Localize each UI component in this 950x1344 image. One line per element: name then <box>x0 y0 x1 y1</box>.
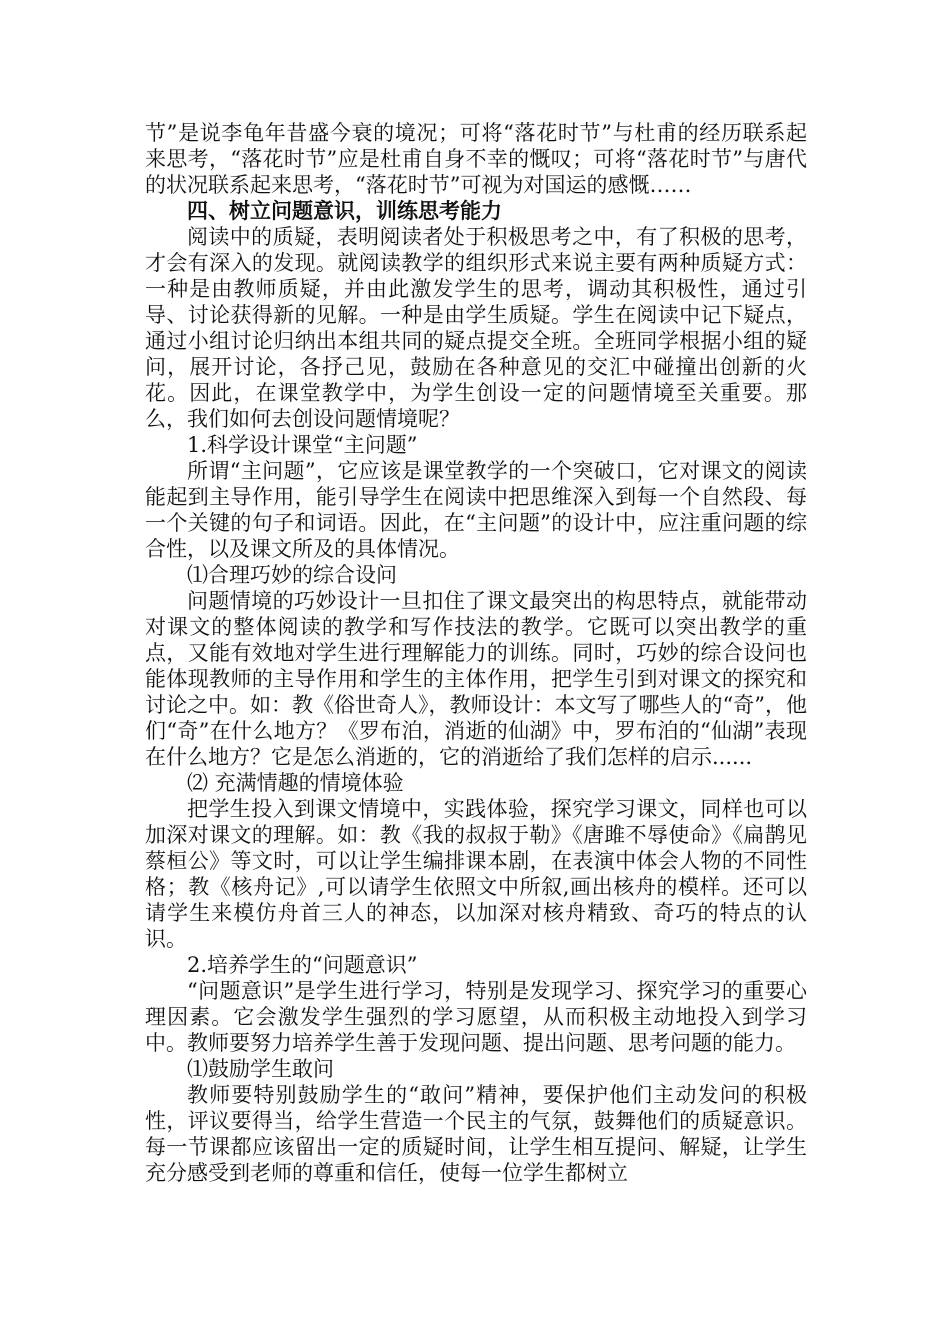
document-page <box>145 120 807 1186</box>
paragraph: 所谓“主问题”，它应该是课堂教学的一个突破口，它对课文的阅读能起到主导作用，能引导学生在阅读中把思维深入到每一个自然段、每一个关键的句子和词语。因此，在“主问题”的设计中，应注重问题的综合性，以及课文所及的具体情况。 <box>145 459 807 561</box>
subheading: ⑴鼓励学生敢问 <box>187 1057 334 1081</box>
paragraph: 阅读中的质疑，表明阅读者处于积极思考之中，有了积极的思考，才会有深入的发现。就阅读教学的组织形式来说主要有两种质疑方式：一种是由教师质疑，并由此激发学生的思考，调动其积极性，通过引导、讨论获得新的见解。一种是由学生质疑。学生在阅读中记下疑点，通过小组讨论归纳出本组共同的疑点提交全班。全班同学根据小组的疑问，展开讨论，各抒己见，鼓励在各种意见的交汇中碰撞出创新的火花。因此，在课堂教学中，为学生创设一定的问题情境至关重要。那么，我们如何去创设问题情境呢？ <box>145 225 807 431</box>
section-heading: 四、树立问题意识，训练思考能力 <box>187 198 502 223</box>
paragraph-continued: 节”是说李龟年昔盛今衰的境况；可将“落花时节”与杜甫的经历联系起来思考，“落花时节”应是杜甫自身不幸的慨叹；可将“落花时节”与唐代的状况联系起来思考，“落花时节”可视为对国运的感慨…… <box>145 121 807 197</box>
subheading: 2.培养学生的“问题意识” <box>187 953 418 977</box>
paragraph: “问题意识”是学生进行学习，特别是发现学习、探究学习的重要心理因素。它会激发学生强烈的学习愿望，从而积极主动地投入到学习中。教师要努力培养学生善于发现问题、提出问题、思考问题的能力。 <box>145 979 807 1055</box>
paragraph: 问题情境的巧妙设计一旦扣住了课文最突出的构思特点，就能带动对课文的整体阅读的教学和写作技法的教学。它既可以突出教学的重点，又能有效地对学生进行理解能力的训练。同时，巧妙的综合设问也能体现教师的主导作用和学生的主体作用，把学生引到对课文的探究和讨论之中。如：教《俗世奇人》，教师设计：本文写了哪些人的“奇”，他们“奇”在什么地方？《罗布泊，消逝的仙湖》中，罗布泊的“仙湖”表现在什么地方？它是怎么消逝的，它的消逝给了我们怎样的启示...... <box>145 589 807 769</box>
paragraph: 教师要特别鼓励学生的“敢问”精神，要保护他们主动发问的积极性，评议要得当，给学生营造一个民主的气氛，鼓舞他们的质疑意识。每一节课都应该留出一定的质疑时间，让学生相互提问、解疑，让学生充分感受到老师的尊重和信任，使每一位学生都树立 <box>145 1083 807 1185</box>
paragraph: 把学生投入到课文情境中，实践体验，探究学习课文，同样也可以加深对课文的理解。如：教《我的叔叔于勒》《唐雎不辱使命》《扁鹊见蔡桓公》等文时，可以让学生编排课本剧，在表演中体会人物的不同性格；教《核舟记》,可以请学生依照文中所叙,画出核舟的模样。还可以请学生来模仿舟首三人的神态，以加深对核舟精致、奇巧的特点的认识。 <box>145 797 807 951</box>
subheading: ⑵ 充满情趣的情境体验 <box>187 771 404 795</box>
subheading: 1.科学设计课堂“主问题” <box>187 433 418 457</box>
subheading: ⑴合理巧妙的综合设问 <box>187 563 397 587</box>
